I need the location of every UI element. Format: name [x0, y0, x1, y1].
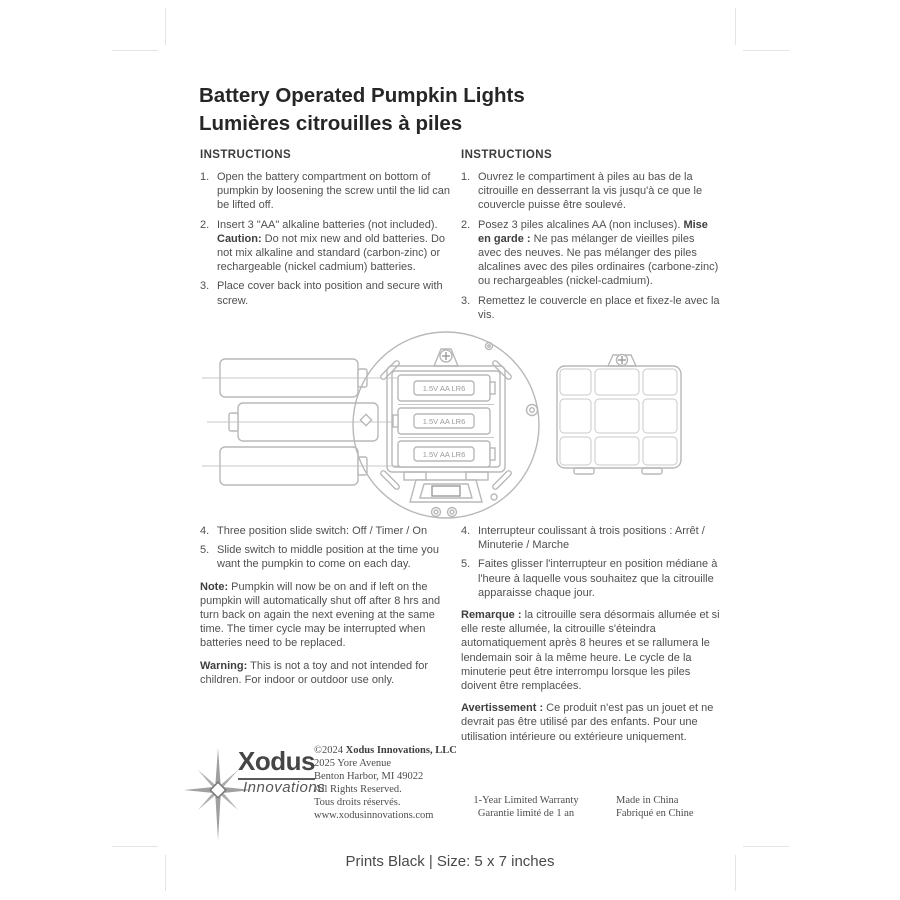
step-text: Slide switch to middle position at the time you want the pumpkin to come on each day.: [217, 544, 439, 571]
instructions-heading-en: INSTRUCTIONS: [200, 149, 292, 161]
holder-tab: [404, 472, 426, 480]
note-label: Remarque :: [461, 609, 522, 622]
crop-mark: [112, 50, 158, 51]
cover-screw-tab: [608, 355, 636, 367]
crop-mark: [743, 50, 789, 51]
page-title: [199, 82, 525, 138]
step-text: Ouvrez le compartiment à piles au bas de la citrouille en desserrant la vis jusqu'à ce que le couvercle puisse être soulevé.: [478, 171, 703, 212]
warranty-english: 1-Year Limited Warranty: [473, 795, 579, 806]
crop-mark: [165, 8, 166, 45]
step-en-5: [200, 543, 454, 571]
copyright-line: ©2024 Xodus Innovations, LLC: [314, 745, 457, 756]
instructions-fr-steps-4-5: [461, 524, 720, 744]
rights-french: Tous droits réservés.: [314, 796, 401, 808]
instructions-heading-fr: INSTRUCTIONS: [461, 149, 553, 161]
step-number: 5.: [461, 558, 471, 571]
logo-subtitle: Innovations: [243, 779, 326, 796]
title-french: Lumières citrouilles à piles: [199, 112, 463, 135]
step-text: Interrupteur coulissant à trois positions : Arrêt / Minuterie / Marche: [478, 525, 705, 552]
crop-mark: [112, 846, 158, 847]
battery-holder: [387, 366, 505, 472]
warning-fr: [461, 701, 720, 744]
crop-mark: [743, 846, 789, 847]
screw-icon: [491, 494, 497, 500]
battery-label: 1.5V AA LR6: [422, 450, 466, 459]
contact-dot: [448, 508, 457, 517]
step-en-3: [200, 279, 454, 307]
step-text: Faites glisser l'interrupteur en position médiane à l'heure à laquelle vous souhaitez que la citrouille apparaisse chaque jour.: [478, 558, 718, 599]
origin-block: [616, 795, 694, 821]
screw-icon: [486, 343, 493, 350]
warning-label: Avertissement :: [461, 702, 544, 715]
step-fr-3: [461, 294, 720, 322]
step-number: 5.: [200, 544, 210, 557]
screw-mount: [434, 349, 458, 366]
step-fr-1: [461, 170, 720, 213]
cover-foot: [642, 468, 662, 474]
screw-icon: [527, 405, 538, 416]
step-number: 2.: [461, 218, 471, 231]
warning-en: [200, 659, 454, 687]
step-fr-4: [461, 524, 720, 552]
cover-grid: [560, 369, 677, 465]
step-text: Place cover back into position and secure with screw.: [217, 280, 443, 307]
vent-slot: [380, 470, 401, 491]
step-number: 3.: [200, 280, 210, 293]
step-en-4: [200, 524, 454, 538]
slide-switch: [410, 480, 482, 502]
note-text: Pumpkin will now be on and if left on the pumpkin will automatically shut off after 8 hrs and turn back on again the next evening at the same time. The timer cycle may be interrupted when batteries need to be replaced.: [200, 580, 441, 650]
warning-text: Ce produit n'est pas un jouet et ne devrait pas être utilisé par des enfants. Pour une utilisation intérieure ou extérieure uniquement.: [461, 702, 714, 743]
origin-english: Made in China: [616, 795, 679, 806]
step-number: 1.: [461, 171, 471, 183]
step-text: Remettez le couvercle en place et fixez-le avec la vis.: [478, 294, 720, 321]
step-fr-2: [461, 218, 720, 289]
company-info-block: [314, 745, 457, 822]
vent-slot: [380, 360, 401, 381]
step-number: 1.: [200, 171, 210, 183]
title-english: Battery Operated Pumpkin Lights: [199, 84, 525, 107]
address-line-2: Benton Harbor, MI 49022: [314, 770, 424, 782]
origin-french: Fabriqué en Chine: [616, 807, 694, 819]
warning-label: Warning:: [200, 659, 248, 672]
warranty-block: [456, 795, 596, 821]
warranty-french: Garantie limité de 1 an: [477, 807, 575, 819]
step-number: 4.: [200, 525, 210, 537]
battery-cover-diagram: [556, 350, 688, 482]
address-line-1: 2025 Yore Avenue: [314, 757, 392, 769]
vent-slot: [492, 470, 513, 491]
instructions-en-steps-1-3: [200, 170, 454, 313]
battery-label: 1.5V AA LR6: [422, 384, 466, 393]
step-number: 4.: [461, 525, 471, 537]
logo-wordmark: Xodus: [238, 746, 315, 780]
step-number: 2.: [200, 218, 210, 231]
step-text: Posez 3 piles alcalines AA (non incluses). Mise en garde : Ne pas mélanger de vieilles piles avec des neuves. Ne pas mélanger des piles alcalines avec des piles ordinaires (carbone-zinc) ou rechargeables (nickel-cadmium).: [478, 218, 719, 288]
holder-tab: [466, 472, 488, 480]
cover-outline: [557, 366, 681, 468]
warning-text: This is not a toy and not intended for children. For indoor or outdoor use only.: [200, 659, 429, 686]
instructions-fr-steps-1-3: [461, 170, 720, 327]
step-text: Insert 3 "AA" alkaline batteries (not included). Caution: Do not mix new and old batteries. Do not mix alkaline and standard (carbon-zinc) or rechargeable (nickel cadmium) batteries.: [217, 218, 446, 274]
step-text: Three position slide switch: Off / Timer / On: [217, 525, 428, 537]
rights-english: All Rights Reserved.: [314, 783, 402, 795]
cover-foot: [574, 468, 594, 474]
note-en: [200, 580, 454, 651]
contact-dot: [432, 508, 441, 517]
website-url: www.xodusinnovations.com: [314, 809, 434, 821]
diamond-detail: [360, 414, 371, 425]
step-en-1: [200, 170, 454, 213]
vent-slot: [492, 360, 513, 381]
note-text: la citrouille sera désormais allumée et si elle reste allumée, la citrouille s'éteindra automatiquement après 8 heures et se rallumera le lendemain soir à la même heure. Le cycle de la minuterie peut être interrompu lorsque les piles doivent être remplacées.: [461, 609, 720, 693]
step-fr-5: [461, 557, 720, 600]
print-spec-caption: Prints Black | Size: 5 x 7 inches: [345, 853, 555, 870]
note-label: Note:: [200, 580, 229, 593]
step-number: 3.: [461, 294, 471, 307]
note-fr: [461, 608, 720, 693]
step-en-2: [200, 218, 454, 275]
instructions-en-steps-4-5: [200, 524, 454, 687]
battery-label: 1.5V AA LR6: [422, 417, 466, 426]
step-text: Open the battery compartment on bottom of pumpkin by loosening the screw until the lid can be lifted off.: [217, 171, 450, 212]
crop-mark: [735, 8, 736, 45]
battery-compartment-diagram: [346, 320, 546, 530]
